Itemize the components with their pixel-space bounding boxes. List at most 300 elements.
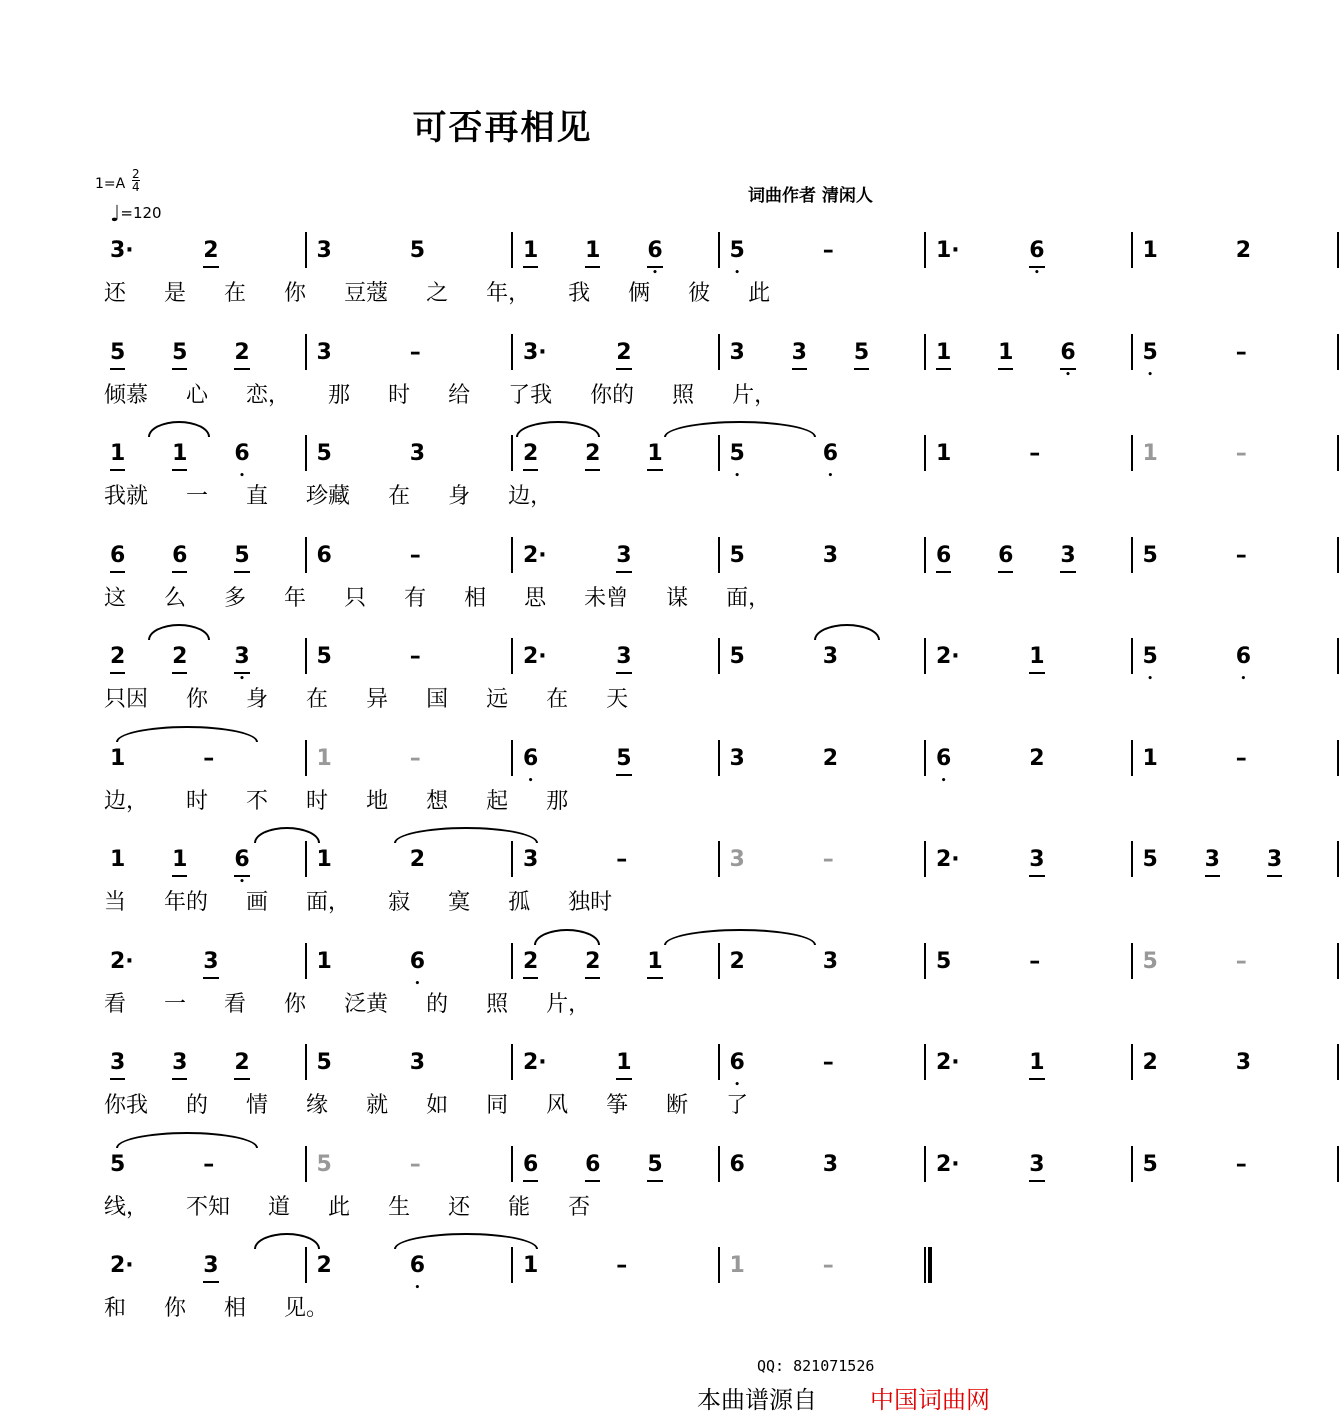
lyric-word: 否 xyxy=(568,1194,591,1220)
lyric-word: 此 xyxy=(748,281,771,306)
note: 3 xyxy=(1060,541,1075,573)
lyric-word: 我就 xyxy=(104,484,149,509)
note: 2 xyxy=(316,1253,332,1278)
lyric-word: 时 xyxy=(306,788,329,814)
lyric-word: 线， xyxy=(104,1194,149,1220)
lyric-word: 异 xyxy=(366,687,389,712)
barline xyxy=(511,1146,513,1182)
key-signature: 1=A xyxy=(95,176,126,192)
note: 5 xyxy=(729,542,745,568)
note: 5 xyxy=(616,744,631,776)
note: – xyxy=(203,1151,215,1177)
lyric-word: 见。 xyxy=(284,1296,329,1321)
note: – xyxy=(409,542,421,568)
note: 5 xyxy=(936,948,952,974)
barline xyxy=(1131,435,1133,471)
lyric-word: 生 xyxy=(388,1194,411,1220)
lyric-word: 那 xyxy=(546,788,569,814)
barline xyxy=(718,1146,720,1182)
note: – xyxy=(1235,745,1247,771)
note: 3 xyxy=(729,339,745,365)
note: 5 xyxy=(647,1150,662,1182)
lyric-word: 面， xyxy=(306,890,351,915)
lyric-word: 不 xyxy=(246,788,269,814)
barline xyxy=(1131,841,1133,877)
lyric-line xyxy=(104,1295,930,1323)
lyric-word: 只 xyxy=(344,585,367,611)
lyric-word: 泛黄 xyxy=(344,991,389,1017)
lyric-word: 照 xyxy=(672,382,695,408)
page-title: 可否再相见 xyxy=(412,108,593,148)
note: 1 xyxy=(729,1253,745,1278)
note: 6 xyxy=(585,1150,600,1182)
note: 2 xyxy=(1235,238,1252,263)
note: 1 xyxy=(1142,441,1158,466)
barline xyxy=(305,334,307,370)
barline xyxy=(924,638,926,674)
note: 5 • xyxy=(1143,338,1158,368)
barline xyxy=(1131,232,1133,268)
note: 6 xyxy=(523,1150,538,1182)
note: 2· xyxy=(523,1050,547,1075)
lyric-word: 豆蔻 xyxy=(344,281,389,306)
barline xyxy=(718,1044,720,1080)
note: – xyxy=(822,238,834,263)
lyric-line xyxy=(104,686,930,714)
barline xyxy=(1131,943,1133,979)
note: 3 xyxy=(316,339,332,365)
note: 3 xyxy=(1205,845,1220,877)
lyric-word: 和 xyxy=(104,1296,127,1321)
note: 6 xyxy=(110,541,125,573)
note: 6 • xyxy=(1060,338,1075,370)
barline xyxy=(924,232,926,268)
lyric-word: 起 xyxy=(486,788,509,814)
note: 5 • xyxy=(730,236,745,266)
lyric-word: 断 xyxy=(666,1093,689,1118)
note: 5 xyxy=(234,541,249,573)
lyric-word: 俩 xyxy=(628,281,651,306)
lyric-word: 相 xyxy=(224,1296,247,1321)
lyric-word: 倾慕 xyxy=(104,382,149,408)
barline xyxy=(511,1247,513,1283)
barline xyxy=(924,1044,926,1080)
note: 5 xyxy=(316,441,332,466)
note: 2 xyxy=(1142,1050,1158,1075)
note: 6 • xyxy=(523,744,538,774)
note: 3 xyxy=(822,1151,839,1177)
note: 6 • xyxy=(234,439,249,469)
note: 6 • xyxy=(410,947,425,977)
note: 3 xyxy=(409,441,426,466)
note: 1 xyxy=(110,439,125,471)
lyric-word: 还 xyxy=(104,281,127,306)
lyric-word: 之 xyxy=(426,281,449,306)
lyric-word: 在 xyxy=(546,687,569,712)
barline xyxy=(305,1146,307,1182)
lyric-word: 你 xyxy=(186,687,209,712)
note: 6 xyxy=(172,541,187,573)
lyric-word: 地 xyxy=(366,788,389,814)
note: 2· xyxy=(523,542,547,568)
note: – xyxy=(1235,441,1247,466)
note: 2· xyxy=(936,1050,960,1075)
lyric-word: 你我 xyxy=(104,1093,149,1118)
note: 1 xyxy=(585,236,600,268)
note: 5 xyxy=(1142,542,1158,568)
source-label: 本曲谱源自 xyxy=(697,1386,817,1414)
lyric-word: 只因 xyxy=(104,687,149,712)
lyric-word: 孤 xyxy=(508,890,531,915)
lyric-word: 面， xyxy=(726,585,771,611)
note: 3 xyxy=(523,847,539,872)
lyric-word: 情 xyxy=(246,1093,269,1118)
note: 1 xyxy=(523,236,538,268)
lyric-word: 边， xyxy=(104,788,149,814)
note: 2 xyxy=(729,948,745,974)
barline xyxy=(305,232,307,268)
note: 2 xyxy=(585,439,600,471)
barline xyxy=(924,334,926,370)
barline xyxy=(718,537,720,573)
note: 3 xyxy=(822,542,839,568)
site-name: 中国词曲网 xyxy=(870,1386,990,1414)
note: 2 xyxy=(110,642,125,674)
lyric-word: 独时 xyxy=(568,890,613,915)
note: – xyxy=(1235,542,1247,568)
lyric-word: 的 xyxy=(426,991,449,1017)
lyric-line xyxy=(104,889,930,917)
lyric-word: 天 xyxy=(606,687,629,712)
lyric-word: 身 xyxy=(448,484,471,509)
barline xyxy=(1131,740,1133,776)
lyric-word: 一 xyxy=(186,484,209,509)
barline xyxy=(718,638,720,674)
lyric-word: 当 xyxy=(104,890,127,915)
lyric-word: 恋， xyxy=(246,382,291,408)
barline xyxy=(305,740,307,776)
lyric-word: 时 xyxy=(186,788,209,814)
note: 3 xyxy=(729,847,745,872)
lyric-line xyxy=(104,788,930,816)
note: 2 xyxy=(523,439,538,471)
barline xyxy=(924,841,926,877)
final-barline xyxy=(924,1247,932,1283)
lyric-word: 你 xyxy=(284,281,307,306)
lyric-word: 你 xyxy=(284,991,307,1017)
lyric-word: 有 xyxy=(404,585,427,611)
barline xyxy=(511,1044,513,1080)
note: 3 xyxy=(316,238,332,263)
note: 5 xyxy=(316,1050,332,1075)
note: 2· xyxy=(936,1151,960,1177)
lyric-word: 这 xyxy=(104,585,127,611)
note: 1 xyxy=(647,439,662,471)
lyric-word: 心 xyxy=(186,382,209,408)
note: 3 xyxy=(1235,1050,1252,1075)
barline xyxy=(718,435,720,471)
note: 5 • xyxy=(1143,642,1158,672)
note: 2 xyxy=(234,338,249,370)
lyric-word: 相 xyxy=(464,585,487,611)
barline xyxy=(718,740,720,776)
note: 3 xyxy=(203,1251,218,1283)
score-row xyxy=(0,947,1247,1047)
note: 1· xyxy=(936,238,960,263)
barline xyxy=(1131,638,1133,674)
note: – xyxy=(616,1253,628,1278)
note: 1 xyxy=(316,745,332,771)
note: 1 xyxy=(110,745,126,771)
note: – xyxy=(1235,948,1247,974)
lyric-word: 多 xyxy=(224,585,247,611)
note: 2· xyxy=(110,1253,134,1278)
lyric-word: 思 xyxy=(524,585,547,611)
note: 5 xyxy=(172,338,187,370)
barline xyxy=(305,638,307,674)
note: 1 xyxy=(1029,642,1044,674)
note: – xyxy=(822,1253,834,1278)
note: 2· xyxy=(936,644,960,669)
barline xyxy=(718,1247,720,1283)
score-row xyxy=(0,1048,1252,1148)
note: 2· xyxy=(936,847,960,872)
note: 6 • xyxy=(730,1048,745,1078)
note: 5 xyxy=(854,338,869,370)
note: 3 xyxy=(409,1050,426,1075)
lyric-word: 寞 xyxy=(448,890,471,915)
lyric-line xyxy=(104,1092,930,1120)
lyric-word: 片， xyxy=(732,382,777,408)
lyric-word: 的 xyxy=(186,1093,209,1118)
note: 2 xyxy=(1029,745,1045,771)
note: 5 xyxy=(1142,847,1158,872)
barline xyxy=(1131,537,1133,573)
lyric-word: 还 xyxy=(448,1194,471,1220)
lyric-word: 远 xyxy=(486,687,509,712)
barline xyxy=(511,232,513,268)
lyric-word: 如 xyxy=(426,1093,449,1118)
lyric-word: 身 xyxy=(246,687,269,712)
lyric-line xyxy=(104,280,930,308)
lyric-word: 了 xyxy=(726,1093,749,1118)
note: 6 xyxy=(936,541,951,573)
lyric-word: 是 xyxy=(164,281,187,306)
note: 5 xyxy=(729,644,745,669)
lyric-word: 我 xyxy=(568,281,591,306)
score-row xyxy=(0,439,1247,539)
barline xyxy=(511,943,513,979)
note: 3 xyxy=(1029,845,1044,877)
note: 5 xyxy=(409,238,426,263)
tempo-value: =120 xyxy=(120,204,162,222)
barline xyxy=(924,435,926,471)
lyric-line xyxy=(104,483,930,511)
lyric-line xyxy=(104,991,930,1019)
score-row xyxy=(0,236,1252,336)
note: 6 • xyxy=(647,236,662,268)
lyric-word: 彼 xyxy=(688,281,711,306)
time-signature xyxy=(132,168,140,193)
note: 2 xyxy=(822,745,839,771)
note: 6 • xyxy=(823,439,838,469)
barline xyxy=(718,334,720,370)
lyric-word: 照 xyxy=(486,991,509,1017)
lyric-word: 筝 xyxy=(606,1093,629,1118)
barline xyxy=(924,1146,926,1182)
note: 5 xyxy=(110,338,125,370)
lyric-word: 那 xyxy=(328,382,351,408)
note: 5 xyxy=(316,644,332,669)
note: 6 • xyxy=(1236,642,1251,672)
barline xyxy=(305,1044,307,1080)
note: 3 xyxy=(1029,1150,1044,1182)
note: – xyxy=(409,644,421,669)
time-numerator: 2 xyxy=(132,167,140,181)
lyric-word: 边， xyxy=(508,484,553,509)
lyric-word: 在 xyxy=(388,484,411,509)
note: – xyxy=(822,847,834,872)
lyric-word: 此 xyxy=(328,1194,351,1220)
barline xyxy=(511,740,513,776)
note: – xyxy=(409,339,421,365)
barline xyxy=(924,740,926,776)
lyric-word: 谋 xyxy=(666,585,689,611)
note: 1 xyxy=(110,847,126,872)
lyric-word: 年， xyxy=(486,281,531,306)
note: 1 xyxy=(523,1253,539,1278)
lyric-word: 一 xyxy=(164,991,187,1017)
lyric-word: 在 xyxy=(224,281,247,306)
note: – xyxy=(409,1151,421,1177)
barline xyxy=(305,841,307,877)
note: 1 xyxy=(616,1048,631,1080)
time-denominator: 4 xyxy=(132,180,140,194)
qq-contact: QQ: 821071526 xyxy=(757,1357,875,1375)
lyric-word: 看 xyxy=(104,991,127,1017)
note: 3 xyxy=(172,1048,187,1080)
lyric-word: 么 xyxy=(164,585,187,611)
note: – xyxy=(616,847,628,872)
note: 1 xyxy=(1142,745,1158,771)
barline xyxy=(511,334,513,370)
note: 3 xyxy=(203,947,218,979)
note: 1 xyxy=(172,845,187,877)
lyric-word: 在 xyxy=(306,687,329,712)
note: 2 xyxy=(203,236,218,268)
note: 1 xyxy=(316,847,332,872)
note: 3 xyxy=(729,745,745,771)
lyric-word: 你 xyxy=(164,1296,187,1321)
note: 6 • xyxy=(234,845,249,877)
note: 1 xyxy=(1029,1048,1044,1080)
lyric-word: 年的 xyxy=(164,890,209,915)
note: 5 xyxy=(1142,948,1158,974)
lyric-line xyxy=(104,585,930,613)
lyric-word: 缘 xyxy=(306,1093,329,1118)
note: 5 xyxy=(316,1151,332,1177)
note: 6 xyxy=(316,542,332,568)
lyric-word: 片， xyxy=(546,991,591,1017)
note: 5 xyxy=(110,1151,126,1177)
note: 2 xyxy=(616,338,631,370)
barline xyxy=(924,943,926,979)
lyric-word: 珍藏 xyxy=(306,484,351,509)
lyric-word: 你的 xyxy=(590,382,635,408)
lyric-word: 道 xyxy=(268,1194,291,1220)
note: 1 xyxy=(316,948,332,974)
barline xyxy=(718,943,720,979)
note: 3 • xyxy=(234,642,249,674)
lyric-word: 未曾 xyxy=(584,585,629,611)
note: 6 xyxy=(998,541,1013,573)
lyric-word: 画 xyxy=(246,890,269,915)
note: – xyxy=(1029,948,1041,974)
note: 2 xyxy=(234,1048,249,1080)
barline xyxy=(1131,1044,1133,1080)
note: 1 xyxy=(172,439,187,471)
note: 1 xyxy=(998,338,1013,370)
lyric-word: 国 xyxy=(426,687,449,712)
note: 3 xyxy=(110,1048,125,1080)
note: 6 • xyxy=(1029,236,1044,268)
note: 3 xyxy=(616,541,631,573)
score-row xyxy=(0,845,1283,945)
score-row xyxy=(0,1251,1005,1351)
note: 2 xyxy=(172,642,187,674)
note: 5 xyxy=(1142,1151,1158,1177)
lyric-line xyxy=(104,382,930,410)
lyric-word: 不知 xyxy=(186,1194,231,1220)
note: 2· xyxy=(523,644,547,669)
barline xyxy=(305,1247,307,1283)
lyric-word: 年 xyxy=(284,585,307,611)
note: 1 xyxy=(1142,238,1158,263)
author-credit: 词曲作者 清闲人 xyxy=(748,186,873,206)
lyric-word: 能 xyxy=(508,1194,531,1220)
note: 6 • xyxy=(936,744,951,774)
lyric-word: 寂 xyxy=(388,890,411,915)
barline xyxy=(305,435,307,471)
barline xyxy=(718,841,720,877)
barline xyxy=(511,638,513,674)
lyric-line xyxy=(104,1194,930,1222)
note: 3 xyxy=(822,948,839,974)
note: 1 xyxy=(936,441,952,466)
note: 3 xyxy=(616,642,631,674)
note: 6 • xyxy=(410,1251,425,1281)
barline xyxy=(511,537,513,573)
lyric-word: 直 xyxy=(246,484,269,509)
lyric-word: 同 xyxy=(486,1093,509,1118)
note: 2 xyxy=(523,947,538,979)
note: 6 xyxy=(729,1151,745,1177)
note: – xyxy=(822,1050,834,1075)
note: – xyxy=(1235,1151,1247,1177)
lyric-word: 就 xyxy=(366,1093,389,1118)
note: 2· xyxy=(110,948,134,974)
note: 3· xyxy=(523,339,547,365)
lyric-word: 风 xyxy=(546,1093,569,1118)
lyric-word: 给 xyxy=(448,382,471,408)
note: 5 • xyxy=(730,439,745,469)
note: 3 xyxy=(822,644,839,669)
score-row xyxy=(0,338,1247,438)
note: 3 xyxy=(1267,845,1282,877)
barline xyxy=(511,435,513,471)
note: 3· xyxy=(110,238,134,263)
note: – xyxy=(203,745,215,771)
